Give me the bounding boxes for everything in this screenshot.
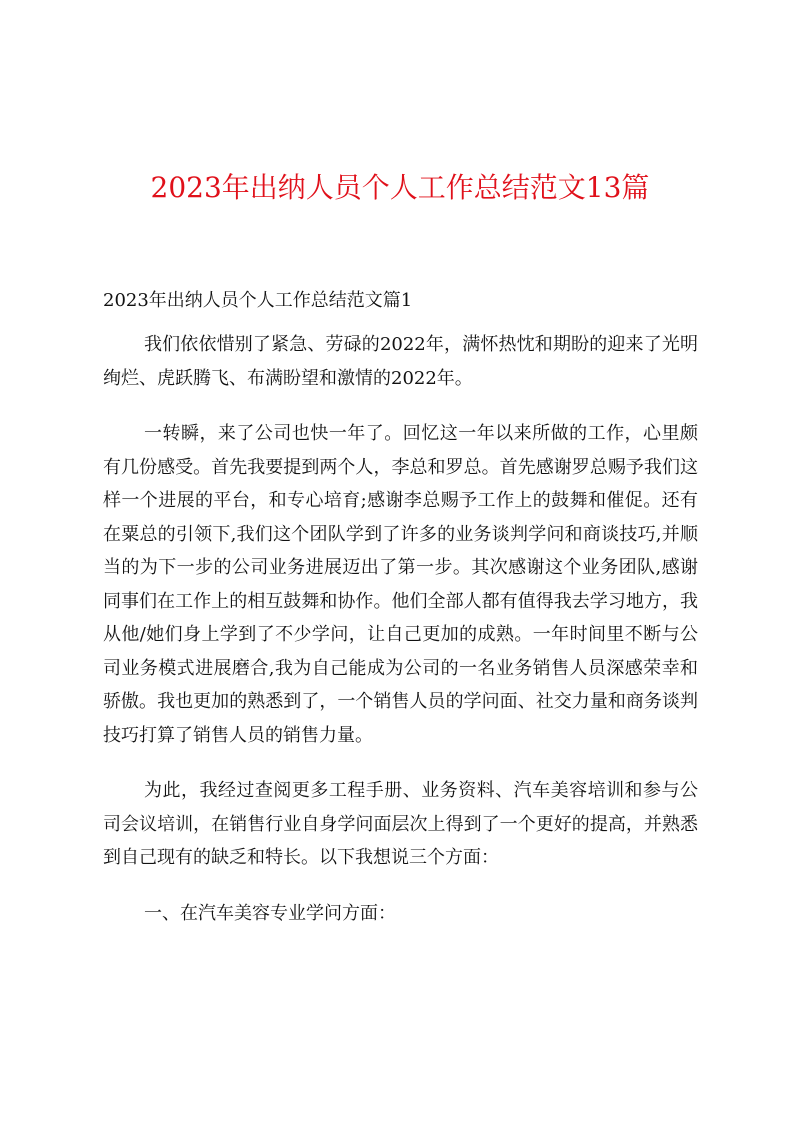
section-heading: 2023年出纳人员个人工作总结范文篇1: [103, 290, 413, 311]
document-title: 2023年出纳人员个人工作总结范文13篇: [150, 171, 650, 204]
document-body: [103, 286, 698, 952]
paragraph-2: 一转瞬，来了公司也快一年了。回忆这一年以来所做的工作，心里颇有几份感受。首先我要提到两个人，李总和罗总。首先感谢罗总赐予我们这样一个进展的平台，和专心培育;感谢李总赐予工作上的鼓舞和催促。还有在粟总的引领下,我们这个团队学到了许多的业务谈判学问和商谈技巧,并顺当的为下一步的公司业务进展迈出了第一步。其次感谢这个业务团队,感谢同事们在工作上的相互鼓舞和协作。他们全部人都有值得我去学习地方，我从他/她们身上学到了不少学问，让自己更加的成熟。一年时间里不断与公司业务模式进展磨合,我为自己能成为公司的一名业务销售人员深感荣幸和骄傲。我也更加的熟悉到了，一个销售人员的学问面、社交力量和商务谈判技巧打算了销售人员的销售力量。: [103, 423, 698, 746]
paragraph-4: 一、在汽车美容专业学问方面：: [144, 902, 396, 924]
paragraph-1: 我们依依惜别了紧急、劳碌的2022年，满怀热忱和期盼的迎来了光明绚烂、虎跃腾飞、布满盼望和激情的2022年。: [103, 334, 698, 389]
paragraph-3: 为此，我经过查阅更多工程手册、业务资料、汽车美容培训和参与公司会议培训，在销售行业自身学问面层次上得到了一个更好的提高，并熟悉到自己现有的缺乏和特长。以下我想说三个方面：: [103, 780, 698, 868]
